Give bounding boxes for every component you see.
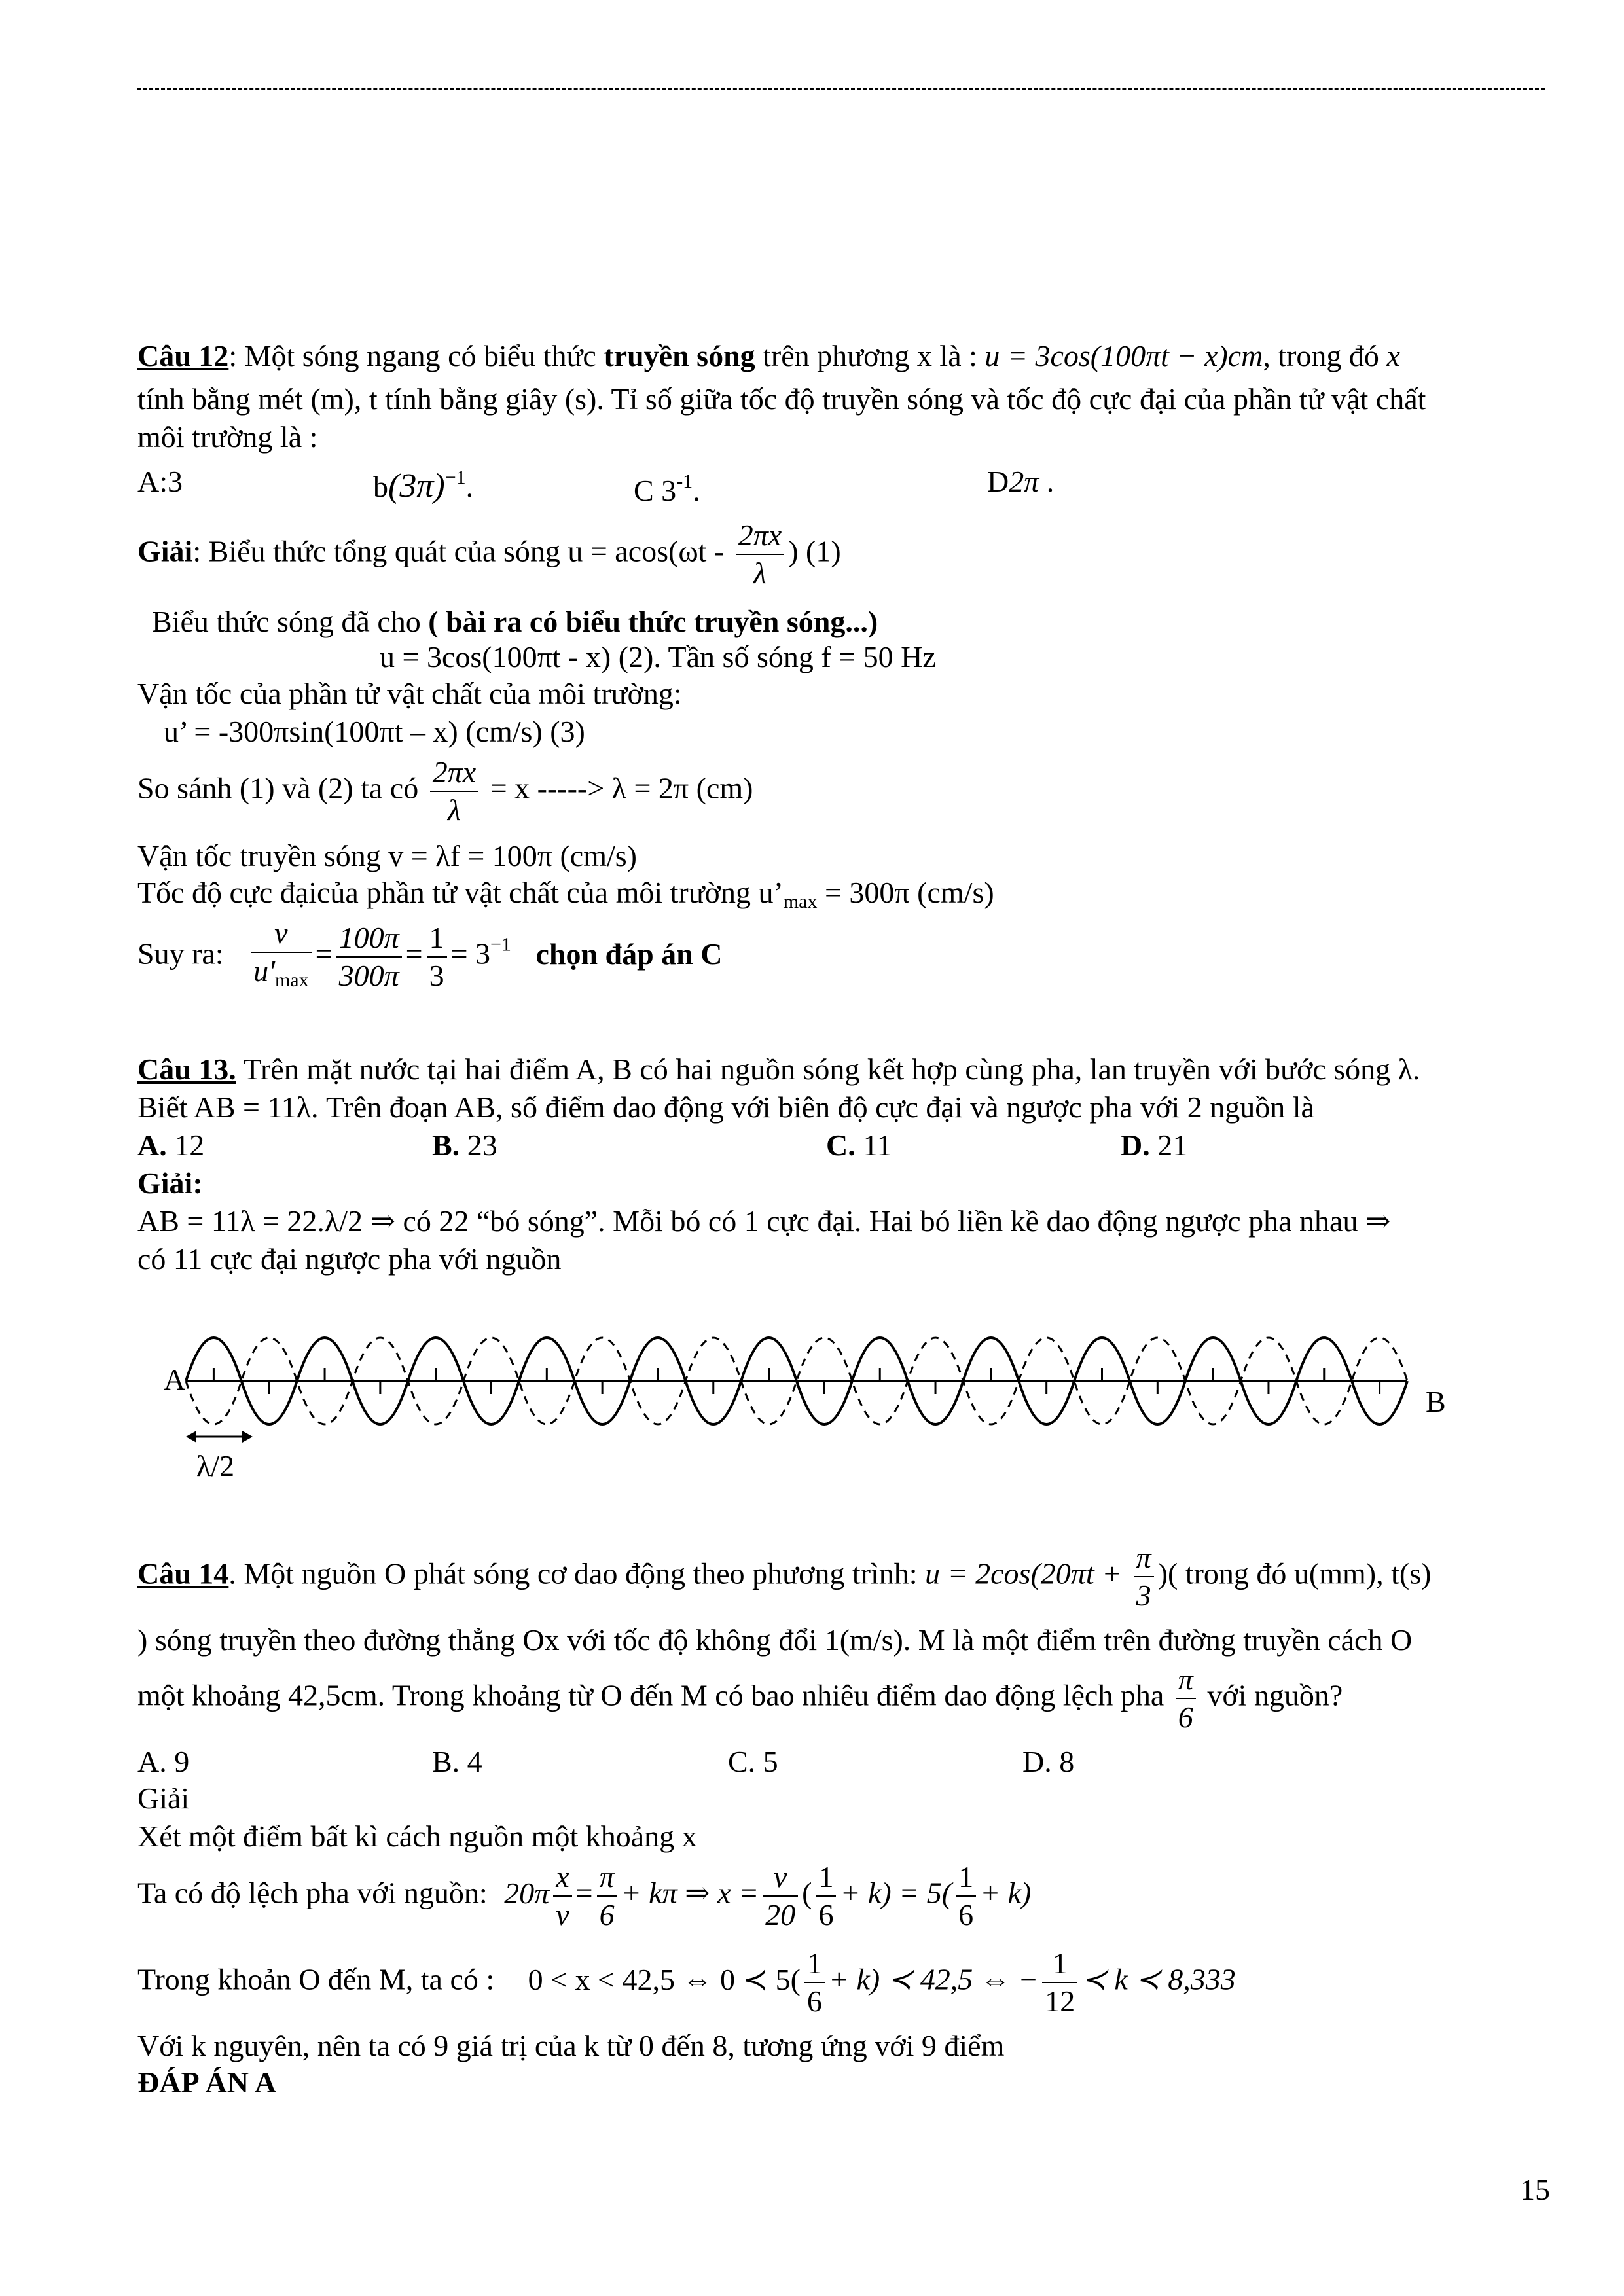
- header-dashed-rule: [137, 88, 1545, 90]
- q14-label: Câu 14: [137, 1556, 229, 1590]
- q12-bold-keyword: truyền sóng: [604, 339, 755, 372]
- q12-line1: Câu 12: Một sóng ngang có biểu thức truyền sóng trên phương x là : u = 3cos(100πt − x)cm, trong đó x: [137, 339, 1400, 372]
- q12-line3: môi trường là :: [137, 420, 318, 454]
- q12-velocity-equation: u’ = -300πsin(100πt – x) (cm/s) (3): [164, 715, 585, 748]
- q12-option-d: D2π .: [987, 465, 1055, 498]
- q14-option-a: A. 9: [137, 1745, 190, 1778]
- q14-answer: ĐÁP ÁN A: [137, 2066, 277, 2099]
- q14-option-b: B. 4: [432, 1745, 482, 1778]
- q14-conclusion: Với k nguyên, nên ta có 9 giá trị của k từ 0 đến 8, tương ứng với 9 điểm: [137, 2029, 1005, 2062]
- q13-solution-line2: có 11 cực đại ngược pha với nguồn: [137, 1242, 562, 1276]
- q14-option-c: C. 5: [728, 1745, 778, 1778]
- page-number: 15: [1520, 2173, 1550, 2206]
- q14-range-equation: Trong khoản O đến M, ta có : 0 < x < 42,5 ⇔ 0 ≺ 5( $\frac{1}{6}$ + k) ≺ 42,5 ⇔ − $\frac{1}{12}$ ≺ k ≺ 8,333: [137, 1946, 1236, 2018]
- q12-compare: So sánh (1) và (2) ta có $\frac{2\pi x}{\lambda}$ = x -----> λ = 2π (cm): [137, 755, 753, 827]
- q14-line2: ) sóng truyền theo đường thẳng Ox với tốc độ không đổi 1(m/s). M là một điểm trên đường truyền cách O: [137, 1623, 1413, 1657]
- q13-solution-label: Giải:: [137, 1166, 203, 1200]
- q12-wave-formula: u = 3cos(100πt − x)cm: [984, 339, 1263, 372]
- figure-label-b: B: [1426, 1385, 1446, 1418]
- q12-conclusion: Suy ra: $\frac{v}{u'_{max}}$ = $\frac{100\pi}{300\pi}$ = $\frac{1}{3}$ = $3^{-1}$ chọn đáp án C: [137, 916, 723, 992]
- q12-option-b: $b(3\pi)^{-1}$.: [373, 467, 474, 505]
- q12-option-a: A:3: [137, 465, 183, 498]
- figure-label-half-wavelength: λ/2: [196, 1449, 235, 1482]
- q12-label: Câu 12: [137, 339, 229, 372]
- q13-option-d: D. 21: [1121, 1128, 1188, 1162]
- q12-wave-speed: Vận tốc truyền sóng v = λf = 100π (cm/s): [137, 839, 637, 872]
- q14-phase-equation: Ta có độ lệch pha với nguồn: 20π $\frac{x}{v}$ = $\frac{\pi}{6}$ + kπ ⇒ x = $\frac{v}{20}$ ( $\frac{1}{6}$ + k) = 5( $\frac{1}{6}$ + k): [137, 1860, 1032, 1931]
- q13-option-a: A. 12: [137, 1128, 205, 1162]
- arrow-head-left-icon: [186, 1431, 196, 1443]
- q13-label: Câu 13.: [137, 1052, 236, 1086]
- q14-solution-label: Giải: [137, 1782, 190, 1815]
- arrow-head-right-icon: [242, 1431, 253, 1443]
- q12-max-speed: Tốc độ cực đạicủa phần tử vật chất của môi trường $u’_{max} = 300\pi$ (cm/s): [137, 876, 994, 912]
- q12-answer: chọn đáp án C: [535, 937, 723, 971]
- q14-line3: một khoảng 42,5cm. Trong khoảng từ O đến M có bao nhiêu điểm dao động lệch pha $\frac{\pi}{6}$ với nguồn?: [137, 1662, 1343, 1734]
- q12-equation-2: u = 3cos(100πt - x) (2). Tần số sóng f = 50 Hz: [380, 640, 936, 673]
- q14-line1: Câu 14. Một nguồn O phát sóng cơ dao động theo phương trình: u = 2cos(20πt + $\frac{\pi}{3}$ )( trong đó u(mm), t(s): [137, 1541, 1432, 1612]
- standing-wave-figure: [177, 1322, 1420, 1473]
- q12-general-equation: Giải: Biểu thức tổng quát của sóng u = acos(ωt - $\frac{2\pi x}{\lambda}$ ) (1): [137, 518, 841, 590]
- q13-line1: Câu 13. Trên mặt nước tại hai điểm A, B có hai nguồn sóng kết hợp cùng pha, lan truyền với bước sóng λ.: [137, 1052, 1420, 1086]
- q13-option-b: B. 23: [432, 1128, 497, 1162]
- q13-option-c: C. 11: [826, 1128, 892, 1162]
- q12-option-c: C $3^{-1}$.: [634, 471, 700, 507]
- q14-consider: Xét một điểm bất kì cách nguồn một khoảng x: [137, 1820, 697, 1853]
- q12-line2: tính bằng mét (m), t tính bằng giây (s). Tỉ số giữa tốc độ truyền sóng và tốc độ cực đại của phần tử vật chất: [137, 382, 1426, 416]
- q12-solution-label: Giải: [137, 534, 193, 568]
- q13-line2: Biết AB = 11λ. Trên đoạn AB, số điểm dao động với biên độ cực đại và ngược pha với 2 nguồn là: [137, 1090, 1314, 1124]
- q12-given-expression: Biểu thức sóng đã cho ( bài ra có biểu thức truyền sóng...): [152, 605, 878, 638]
- q12-velocity-label: Vận tốc của phần tử vật chất của môi trường:: [137, 677, 682, 710]
- figure-label-a: A: [164, 1363, 186, 1396]
- q13-solution-line1: AB = 11λ = 22.λ/2 ⇒ có 22 “bó sóng”. Mỗi bó có 1 cực đại. Hai bó liền kề dao động ngược pha nhau ⇒: [137, 1204, 1391, 1238]
- q14-option-d: D. 8: [1022, 1745, 1075, 1778]
